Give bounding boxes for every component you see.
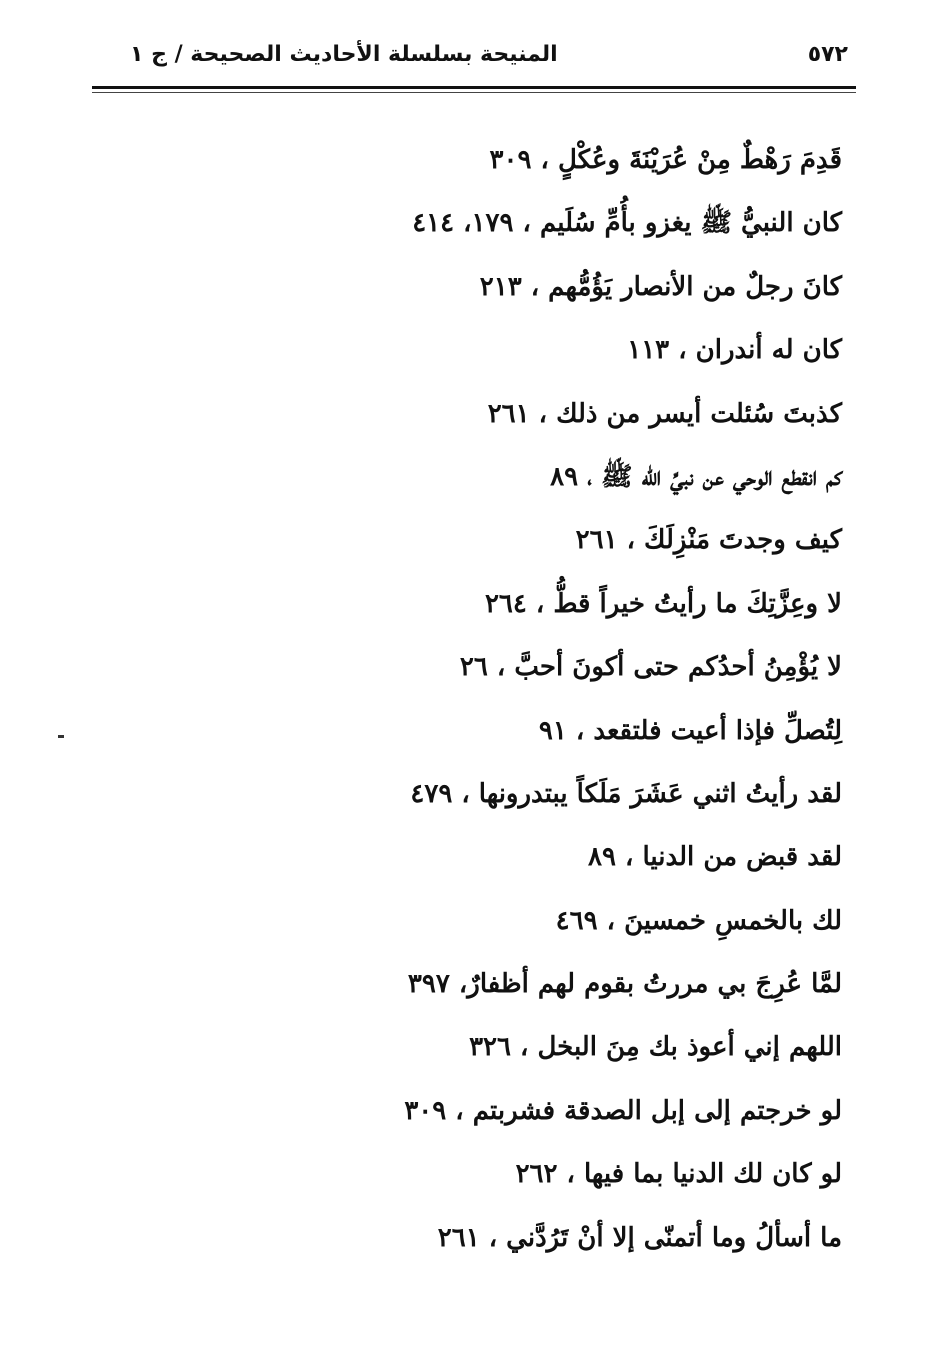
index-entry: كيف وجدتَ مَنْزِلَكَ ، ٢٦١ [575,525,842,556]
running-title: المنيحة بسلسلة الأحاديث الصحيحة / ج ١ [130,42,558,67]
header-rule [92,86,856,89]
index-entry: لا وعِزَّتِكَ ما رأيتُ خيراً قطُّ ، ٢٦٤ [484,588,842,619]
scan-speck [58,735,64,738]
header-rule-thin [92,92,856,93]
hadith-index-list [322,138,842,1279]
index-entry: كان له أندران ، ١١٣ [627,335,842,366]
index-entry: لو كان لك الدنيا بما فيها ، ٢٦٢ [515,1159,842,1190]
index-entry: اللهم إني أعوذ بك مِنَ البخل ، ٣٢٦ [469,1032,842,1063]
index-entry: لك بالخمسِ خمسينَ ، ٤٦٩ [555,905,842,936]
page-number: ٥٧٢ [807,42,848,67]
page-header [92,30,856,82]
index-entry: لا يُؤْمِنُ أحدُكم حتى أكونَ أحبَّ ، ٢٦ [459,652,842,683]
index-entry: لقد قبض من الدنيا ، ٨٩ [588,842,842,873]
index-entry: لو خرجتم إلى إبل الصدقة فشربتم ، ٣٠٩ [404,1095,842,1126]
index-entry: لقد رأيتُ اثني عَشَرَ مَلَكاً يبتدرونها ، ٤٧٩ [410,778,842,809]
index-entry: لمَّا عُرِجَ بي مررتُ بقوم لهم أظفارٌ، ٣٩٧ [407,969,842,1000]
index-entry: كم انقطع الوحي عن نبيِّ الله ﷺ ، ٨٩ [550,461,842,492]
index-entry: كان النبيُّ ﷺ يغزو بأُمِّ سُلَيم ، ١٧٩، ٤١٤ [412,208,842,239]
index-entry: ما أسألُ وما أتمنّى إلا أنْ تَرُدَّني ، ٢٦١ [437,1222,842,1253]
index-entry: قَدِمَ رَهْطٌ مِنْ عُرَيْنَةَ وعُكْلٍ ، ٣٠٩ [489,145,842,175]
index-entry: كذبتَ سُئلت أيسر من ذلك ، ٢٦١ [487,398,842,429]
index-entry: كانَ رجلٌ من الأنصار يَؤُمُّهم ، ٢١٣ [479,271,842,302]
index-entry: لِتُصلِّ فإذا أعيت فلتقعد ، ٩١ [538,715,842,746]
